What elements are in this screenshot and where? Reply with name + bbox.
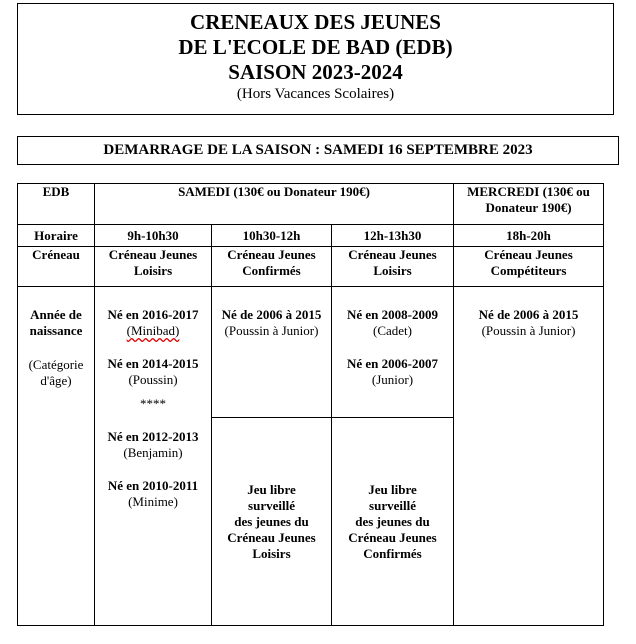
jeu-libre-line: Créneau Jeunes xyxy=(227,529,316,545)
creneau-label: Créneau xyxy=(18,247,95,287)
age-category: (Benjamin) xyxy=(123,445,183,460)
age-years: Né en 2014-2015 xyxy=(107,356,199,371)
jeu-libre-line: des jeunes du xyxy=(355,513,430,529)
age-category: (Poussin) xyxy=(128,372,178,387)
creneau-name: Créneau Jeunes Loisirs xyxy=(95,247,212,287)
age-category: (Minibad) xyxy=(126,323,180,338)
jeu-libre-line: Confirmés xyxy=(363,545,422,561)
title-subtitle: (Hors Vacances Scolaires) xyxy=(236,86,395,102)
time-slot: 12h-13h30 xyxy=(332,225,454,247)
header-edb: EDB xyxy=(18,184,95,225)
col2-ages xyxy=(212,287,332,418)
title-box xyxy=(17,3,614,115)
creneau-name: Créneau Jeunes Loisirs xyxy=(332,247,454,287)
age-years: Né de 2006 à 2015 xyxy=(221,307,322,322)
separator: **** xyxy=(140,396,166,411)
time-slot: 9h-10h30 xyxy=(95,225,212,247)
horaire-label: Horaire xyxy=(18,225,95,247)
age-category: (Poussin à Junior) xyxy=(224,323,319,338)
title-line-3: SAISON 2023-2024 xyxy=(228,60,403,84)
annee-label: Année de naissance xyxy=(29,307,83,338)
time-slot: 18h-20h xyxy=(454,225,604,247)
jeu-libre-line: Créneau Jeunes xyxy=(348,529,437,545)
col1-ages xyxy=(95,287,212,626)
age-label-cell xyxy=(18,287,95,626)
age-category: (Cadet) xyxy=(373,323,412,338)
categorie-label: (Catégorie d'âge) xyxy=(28,357,84,388)
season-start-banner: DEMARRAGE DE LA SAISON : SAMEDI 16 SEPTEMBRE 2023 xyxy=(17,136,619,165)
time-slot: 10h30-12h xyxy=(212,225,332,247)
title-line-1: CRENEAUX DES JEUNES xyxy=(190,10,441,34)
schedule-table xyxy=(17,183,604,626)
age-category: (Poussin à Junior) xyxy=(481,323,576,338)
jeu-libre-line: Loisirs xyxy=(252,545,291,561)
creneau-name: Créneau Jeunes Confirmés xyxy=(212,247,332,287)
age-years: Né en 2006-2007 xyxy=(347,356,438,371)
jeu-libre-line: Jeu libre xyxy=(247,481,296,497)
creneau-name: Créneau Jeunes Compétiteurs xyxy=(454,247,604,287)
jeu-libre-confirmes xyxy=(332,418,454,626)
age-years: Né de 2006 à 2015 xyxy=(478,307,579,322)
age-category: (Junior) xyxy=(371,372,414,387)
jeu-libre-line: surveillé xyxy=(369,497,416,513)
jeu-libre-line: Jeu libre xyxy=(368,481,417,497)
col4-ages xyxy=(454,287,604,626)
age-years: Né en 2010-2011 xyxy=(107,478,199,493)
title-line-2: DE L'ECOLE DE BAD (EDB) xyxy=(178,35,453,59)
header-mercredi: MERCREDI (130€ ou Donateur 190€) xyxy=(454,184,604,225)
age-years: Né en 2008-2009 xyxy=(347,307,438,322)
jeu-libre-loisirs xyxy=(212,418,332,626)
jeu-libre-line: des jeunes du xyxy=(234,513,309,529)
age-category: (Minime) xyxy=(128,494,178,509)
age-years: Né en 2016-2017 xyxy=(107,307,199,322)
col3-ages xyxy=(332,287,454,418)
header-samedi: SAMEDI (130€ ou Donateur 190€) xyxy=(95,184,454,225)
age-years: Né en 2012-2013 xyxy=(107,429,199,444)
jeu-libre-line: surveillé xyxy=(248,497,295,513)
